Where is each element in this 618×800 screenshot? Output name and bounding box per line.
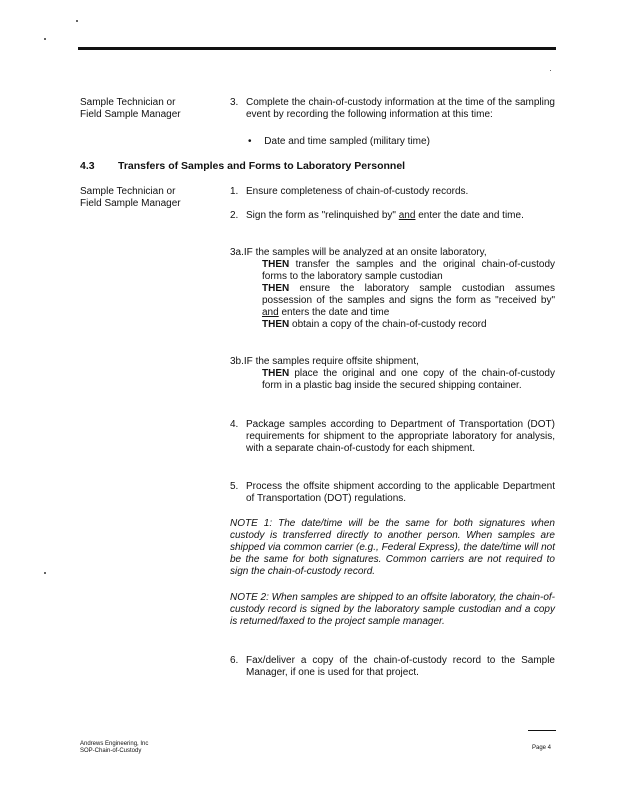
scan-speck <box>76 20 78 22</box>
step-2: 2. Sign the form as "relinquished by" and enter the date and time. <box>230 210 524 221</box>
step-4: 4. Package samples according to Department of Transportation (DOT) requirements for shipment to the appropriate laboratory for analysis, with a separate chain-of-custody for each shipment. <box>230 419 555 454</box>
step-1: 1. Ensure completeness of chain-of-custody records. <box>230 186 469 197</box>
page-number: Page 4 <box>532 745 552 751</box>
section-title: Transfers of Samples and Forms to Laboratory Personnel <box>118 160 406 172</box>
role-label: Sample Technician or Field Sample Manager <box>80 186 181 209</box>
scan-speck <box>44 38 46 40</box>
scan-speck <box>550 70 551 71</box>
step-3: 3. Complete the chain-of-custody information at the time of the sampling event by recording the following information at this time: <box>230 97 555 120</box>
scan-speck <box>44 572 46 574</box>
section-number: 4.3 <box>80 160 95 172</box>
footer-company: Andrews Engineering, Inc SOP-Chain-of-Custody <box>80 741 149 754</box>
step-6: 6. Fax/deliver a copy of the chain-of-custody record to the Sample Manager, if one is used for that project. <box>230 655 555 678</box>
bullet-icon: • <box>248 136 252 147</box>
role-label: Sample Technician or Field Sample Manager <box>80 97 181 120</box>
note-1: NOTE 1: The date/time will be the same for both signatures when custody is transferred directly to another person. When samples are shipped via common carrier (e.g., Federal Express), the date/time will not be the same for both signatures. Common carriers are not required to sign the chain-of-custody record. <box>230 518 555 577</box>
step-3b: 3b.IF the samples require offsite shipment, THEN place the original and one copy of the chain-of-custody form in a plastic bag inside the secured shipping container. <box>230 356 555 391</box>
note-2: NOTE 2: When samples are shipped to an offsite laboratory, the chain-of-custody record is signed by the laboratory sample custodian and a copy is returned/faxed to the project sample manager. <box>230 592 555 627</box>
bullet-item: • Date and time sampled (military time) <box>248 136 430 147</box>
footer-rule <box>528 730 556 731</box>
header-rule <box>78 47 556 50</box>
step-3a: 3a.IF the samples will be analyzed at an onsite laboratory, THEN transfer the samples and the original chain-of-custody forms to the laboratory sample custodian THEN ensure the laboratory sample custodian assumes possession of the samples and signs the form as "received by" and enters the date and time THEN obtain a copy of the chain-of-custody record <box>230 247 556 330</box>
step-5: 5. Process the offsite shipment according to the applicable Department of Transportation (DOT) regulations. <box>230 481 555 504</box>
